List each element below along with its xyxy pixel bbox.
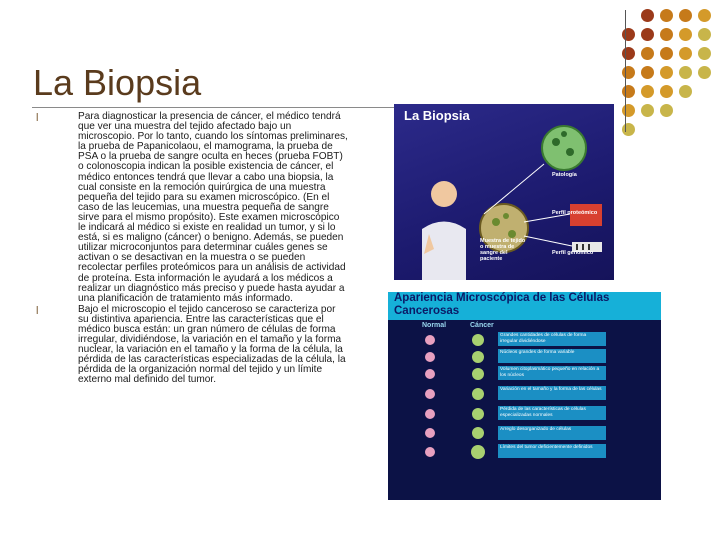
feature-row (498, 366, 606, 380)
deco-dot (660, 85, 673, 98)
figure1-title: La Biopsia (404, 108, 470, 123)
label-proteomic: Perfil proteómico (552, 210, 598, 216)
deco-dot (641, 28, 654, 41)
slide-title: La Biopsia (33, 62, 202, 103)
deco-dot (679, 9, 692, 22)
deco-dot (641, 85, 654, 98)
feature-text: Grandes cantidades de células de forma irregular dividiéndose (500, 333, 587, 344)
feature-row (498, 406, 606, 420)
decorative-vertical-line (625, 10, 626, 132)
biopsy-illustration (394, 104, 614, 280)
deco-dot (660, 47, 673, 60)
deco-dot (698, 66, 711, 79)
figure2-header (388, 292, 661, 320)
col-cancer: Cáncer (470, 322, 494, 329)
deco-dot (641, 9, 654, 22)
label-sample: Muestra de tejido o muestra de sangre del paciente (480, 238, 526, 262)
feature-row (498, 332, 606, 346)
feature-row (498, 386, 606, 400)
deco-dot (622, 28, 635, 41)
label-patologia: Patología (552, 172, 577, 178)
feature-text: Pérdida de las características de células especializadas normales (500, 407, 586, 418)
deco-dot (679, 28, 692, 41)
deco-dot (679, 66, 692, 79)
deco-dot (622, 47, 635, 60)
bullet-text: Para diagnosticar la presencia de cáncer, el médico tendrá que ver una muestra del tejido afectado bajo un microscopio. Por lo tanto, cuando los síntomas preliminares, la prueba de Papanicolaou, el mamograma, la prueba de PSA o la prueba de sangre oculta en heces (prueba FOBT) o colonoscopia indican la posible existencia de cáncer, el médico entonces tendrá que llevar a cabo una biopsia, la cual consiste en la remoción quirúrgica de una muestra pequeña del tejido para su examen microscópico. (En el caso de las leucemias, una muestra pequeña de sangre sirve para el mismo propósito). Este examen microscópico le indicará al médico si existe en realidad un tumor, y si lo está, si es maligno (cáncer) o benigno. Además, se pueden utilizar microconjuntos para determinar cuáles genes se activan o se desactivan en la muestra o se pueden recolectar perfiles proteómicos para un análisis de actividad de proteína. Esta información le ayudará a los médicos a realizar un diagnóstico más preciso y puede hasta ayudar a una planificación de tratamiento más informado. (78, 111, 348, 304)
deco-dot (698, 47, 711, 60)
deco-dot (660, 66, 673, 79)
bullet-item (36, 305, 348, 386)
deco-dot (641, 104, 654, 117)
normal-cells-column (425, 335, 435, 457)
feature-text: Límites del tumor deficientemente definidos (500, 445, 593, 450)
deco-dot (622, 123, 635, 136)
deco-dot (698, 9, 711, 22)
feature-text: Variación en el tamaño y la forma de las células (500, 387, 602, 392)
deco-dot (698, 28, 711, 41)
bullet-icon: l (36, 112, 39, 124)
cancer-cells-column (471, 334, 485, 459)
bullet-text: Bajo el microscopio el tejido canceroso se caracteriza por su distintiva apariencia. Entre las características que el médico busca están: un gran número de células de forma irregular, dividiéndose, la variación en el tamaño y la forma nuclear, la variación en el tamaño y la forma de la célula, la pérdida de las características especializadas de la célula, la pérdida de la organización normal del tejido y un límite externo mal definido del tumor. (78, 303, 346, 386)
bullet-list (36, 112, 348, 387)
feature-row (498, 426, 606, 440)
bullet-item (36, 112, 348, 304)
bullet-icon: l (36, 304, 39, 317)
decorative-dots (620, 0, 720, 140)
col-normal: Normal (422, 322, 447, 329)
deco-dot (622, 66, 635, 79)
feature-text: Volumen citoplasmático pequeño en relación a los núcleos (500, 367, 600, 378)
figure2-title: Apariencia Microscópica de las Células Cancerosas (394, 292, 610, 317)
feature-row (498, 444, 606, 458)
label-genomic: Perfil genómico (552, 250, 594, 256)
deco-dot (641, 66, 654, 79)
feature-row (498, 349, 606, 363)
cancer-cells-figure (388, 292, 661, 500)
deco-dot (622, 104, 635, 117)
feature-text: Arreglo desorganizado de células (500, 427, 572, 432)
deco-dot (660, 28, 673, 41)
deco-dot (679, 47, 692, 60)
deco-dot (622, 85, 635, 98)
deco-dot (641, 47, 654, 60)
deco-dot (660, 9, 673, 22)
deco-dot (660, 104, 673, 117)
deco-dot (679, 85, 692, 98)
person-head-icon (431, 181, 457, 207)
feature-text: Núcleos grandes de forma variable (500, 350, 575, 355)
